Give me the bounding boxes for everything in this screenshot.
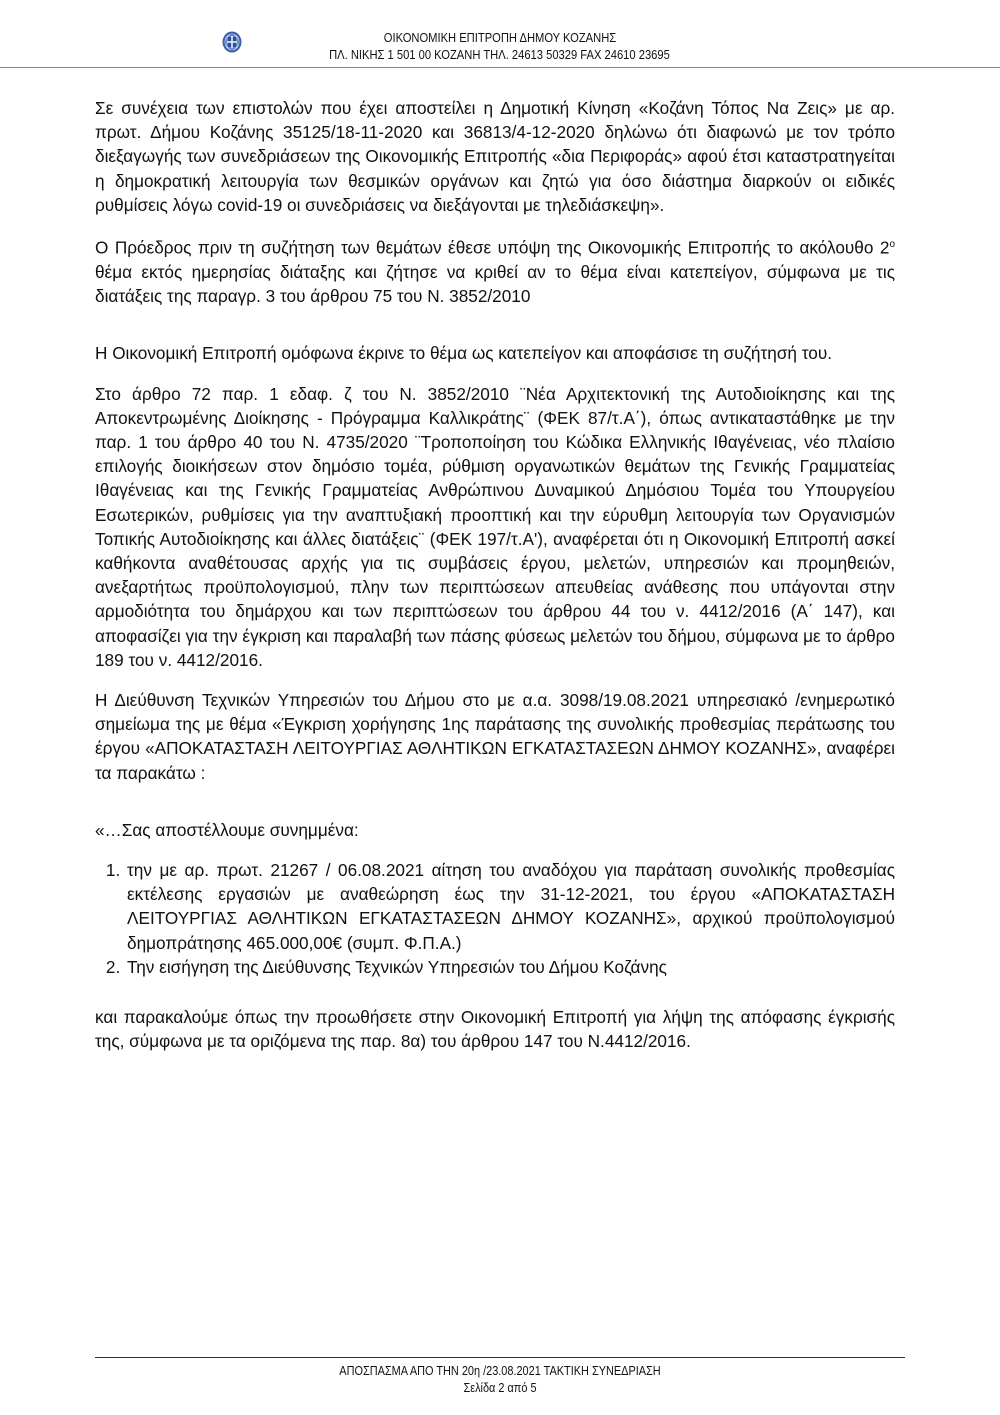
header-divider bbox=[0, 67, 1000, 68]
closing-paragraph: και παρακαλούμε όπως την προωθήσετε στην Οικονομική Επιτροπή για λήψη της απόφασης έγκρισής της, σύμφωνα με τα οριζόμενα της παρ. 8α) του άρθρου 147 του Ν.4412/2016. bbox=[95, 1007, 895, 1052]
footer-session-title: ΑΠΟΣΠΑΣΜΑ ΑΠΟ ΤΗΝ 20η /23.08.2021 ΤΑΚΤΙΚΗ ΣΥΝΕΔΡΙΑΣΗ bbox=[339, 1363, 661, 1378]
list-item: 2. Την εισήγηση της Διεύθυνσης Τεχνικών Υπηρεσιών του Δήμου Κοζάνης bbox=[125, 955, 895, 979]
paragraph-4: Στο άρθρο 72 παρ. 1 εδαφ. ζ του Ν. 3852/2010 ¨Νέα Αρχιτεκτονική της Αυτοδιοίκησης και της Αποκεντρωμένης Διοίκησης - Πρόγραμμα Καλλικράτης¨ (ΦΕΚ 87/τ.Α΄), όπως αντικαταστάθηκε με την παρ. 1 του άρθρο 40 του Ν. 4735/2020 ¨Τροποποίηση του Κώδικα Ελληνικής Ιθαγένειας, νέο πλαίσιο επιλογής διοικήσεων στον δημόσιο τομέα, ρύθμιση οργανωτικών θεμάτων της Γενικής Γραμματείας Ιθαγένειας και της Γενικής Γραμματείας Ανθρώπινου Δυναμικού Δημόσιου Τομέα του Υπουργείου Εσωτερικών, ρυθμίσεις για την αναπτυξιακή προοπτική και την εύρυθμη λειτουργία των Οργανισμών Τοπικής Αυτοδιοίκησης και άλλες διατάξεις¨ (ΦΕΚ 197/τ.Α'), αναφέρεται ότι η Οικονομική Επιτροπή ασκεί καθήκοντα αναθέτουσας αρχής για τις συμβάσεις έργου, μελετών, υπηρεσιών και προμηθειών, ανεξαρτήτως προϋπολογισμού, πλην των περιπτώσεων απευθείας ανάθεσης που υπάγονται στην αρμοδιότητα του δημάρχου και των περιπτώσεων του άρθρου 44 του ν. 4412/2016 (Α΄ 147), και αποφασίζει για την έγκριση και παραλαβή των πάσης φύσεως μελετών του δήμου, σύμφωνα με το άρθρο 189 του ν. 4412/2016. bbox=[95, 383, 895, 670]
page-header bbox=[0, 0, 1000, 68]
paragraph-3: Η Οικονομική Επιτροπή ομόφωνα έκρινε το θέμα ως κατεπείγον και αποφάσισε τη συζήτησή του. bbox=[95, 343, 833, 364]
header-contact: ΠΛ. ΝΙΚΗΣ 1 501 00 ΚΟΖΑΝΗ ΤΗΛ. 24613 50329 FAX 24610 23695 bbox=[329, 47, 670, 62]
footer-page-number: Σελίδα 2 από 5 bbox=[463, 1380, 537, 1395]
list-item: 1. την με αρ. πρωτ. 21267 / 06.08.2021 αίτηση του αναδόχου για παράταση συνολικής προθεσμίας εκτέλεσης εργασιών με αναθεώρηση έως την 31-12-2021, του έργου «ΑΠΟΚΑΤΑΣΤΑΣΗ ΛΕΙΤΟΥΡΓΙΑΣ ΑΘΛΗΤΙΚΩΝ ΕΓΚΑΤΑΣΤΑΣΕΩΝ ΔΗΜΟΥ ΚΟΖΑΝΗΣ», αρχικού προϋπολογισμού δημοπράτησης 465.000,00€ (συμπ. Φ.Π.Α.) bbox=[125, 858, 895, 955]
attachment-list bbox=[95, 858, 895, 979]
quote-intro: «…Σας αποστέλλουμε συνημμένα: bbox=[95, 819, 359, 840]
paragraph-2-text-a: Ο Πρόεδρος πριν τη συζήτηση των θεμάτων έθεσε υπόψη της Οικονομικής Επιτροπής το ακόλουθο 2 bbox=[95, 237, 890, 258]
ordinal-superscript: ο bbox=[889, 239, 895, 251]
document-body bbox=[95, 96, 895, 1069]
header-title: ΟΙΚΟΝΟΜΙΚΗ ΕΠΙΤΡΟΠΗ ΔΗΜΟΥ ΚΟΖΑΝΗΣ bbox=[383, 30, 617, 45]
footer-divider bbox=[95, 1357, 905, 1358]
paragraph-5: Η Διεύθυνση Τεχνικών Υπηρεσιών του Δήμου στο με α.α. 3098/19.08.2021 υπηρεσιακό /ενημερωτικό σημείωμα της με θέμα «Έγκριση χορήγησης 1ης παράτασης της συνολικής προθεσμίας περάτωσης του έργου «ΑΠΟΚΑΤΑΣΤΑΣΗ ΛΕΙΤΟΥΡΓΙΑΣ ΑΘΛΗΤΙΚΩΝ ΕΓΚΑΤΑΣΤΑΣΕΩΝ ΔΗΜΟΥ ΚΟΖΑΝΗΣ», αναφέρει τα παρακάτω : bbox=[95, 690, 895, 783]
paragraph-1: Σε συνέχεια των επιστολών που έχει αποστείλει η Δημοτική Κίνηση «Κοζάνη Τόπος Να Ζεις» με αρ. πρωτ. Δήμου Κοζάνης 35125/18-11-2020 και 36813/4-12-2020 δηλώνω ότι διαφωνώ με τον τρόπο διεξαγωγής των συνεδριάσεων της Οικονομικής Επιτροπής «δια Περιφοράς» αφού έτσι καταστρατηγείται η δημοκρατική λειτουργία των θεσμικών οργάνων και ζητώ για όσο διάστημα διαρκούν οι ειδικές ρυθμίσεις λόγω covid-19 οι συνεδριάσεις να διεξάγονται με τηλεδιάσκεψη». bbox=[95, 98, 895, 215]
paragraph-2-text-b: θέμα εκτός ημερησίας διάταξης και ζήτησε να κριθεί αν το θέμα είναι κατεπείγον, σύμφωνα με τις διατάξεις της παραγρ. 3 του άρθρου 75 του Ν. 3852/2010 bbox=[95, 261, 895, 307]
paragraph-2 bbox=[95, 233, 895, 308]
